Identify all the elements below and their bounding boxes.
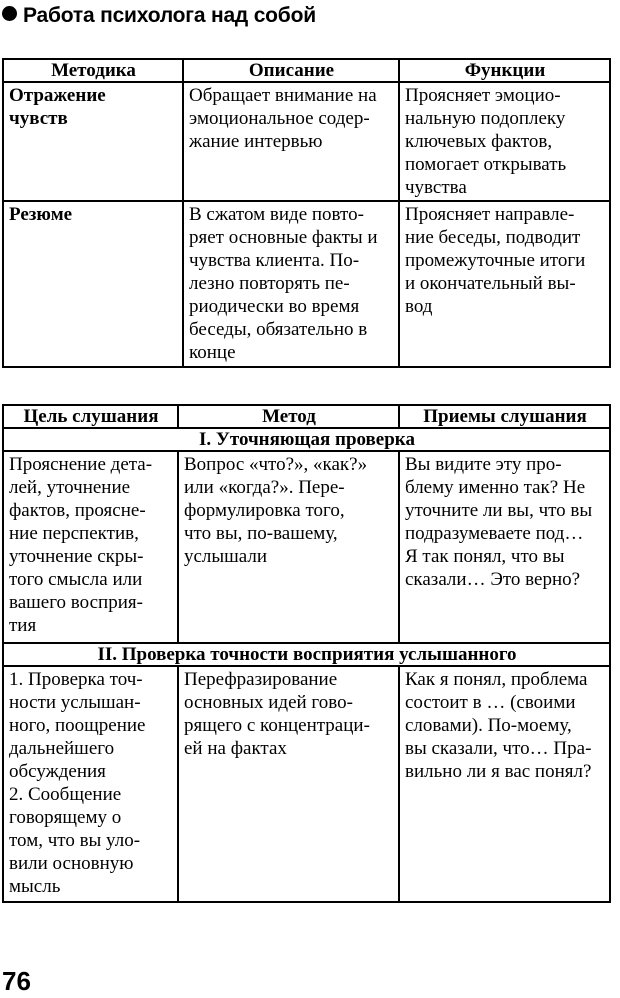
section-row: [3, 643, 610, 666]
column-header: Цель слушания: [3, 405, 178, 428]
section-title: I. Уточняющая проверка: [3, 428, 610, 451]
listening-method: Вопрос «что?», «как?» или «когда?». Пере- формулировка того, что вы, по-вашему, услышали: [178, 451, 399, 643]
listening-goal: Прояснение дета- лей, уточнение фактов, проясне- ние перспектив, уточнение скры- того смысла или вашего восприя- тия: [3, 451, 178, 643]
table-row: [3, 201, 610, 367]
table-row: [3, 451, 610, 643]
page-header: [2, 2, 316, 30]
column-header: Метод: [178, 405, 399, 428]
technique-description: Обращает внимание на эмоциональное содер- жание интервью: [183, 82, 399, 201]
listening-goal: 1. Проверка точ- ности услышан- ного, поощрение дальнейшего обсуждения 2. Сообщение говорящему о том, что вы уло- вили основную мысль: [3, 666, 178, 902]
technique-functions: Проясняет направле- ние беседы, подводит промежуточные итоги и окончательный вы- вод: [399, 201, 610, 367]
column-header: Описание: [183, 59, 399, 82]
table-header-row: [3, 59, 610, 82]
listening-table: [2, 404, 611, 903]
column-header: Функции: [399, 59, 610, 82]
technique-name: Резюме: [3, 201, 183, 367]
technique-functions: Проясняет эмоцио- нальную подоплеку ключевых фактов, помогает открывать чувства: [399, 82, 610, 201]
table-header-row: [3, 405, 610, 428]
technique-description: В сжатом виде повто- ряет основные факты и чувства клиента. По- лезно повторять пе- риодически во время беседы, обязательно в конце: [183, 201, 399, 367]
listening-techniques: Как я понял, проблема состоит в … (своими словами). По-моему, вы сказали, что… Пра- вильно ли я вас понял?: [399, 666, 610, 902]
section-title: II. Проверка точности восприятия услышанного: [3, 643, 610, 666]
table-row: [3, 82, 610, 201]
listening-method: Перефразирование основных идей гово- рящего с концентраци- ей на фактах: [178, 666, 399, 902]
listening-techniques: Вы видите эту про- блему именно так? Не уточните ли вы, что вы подразумеваете под… Я так понял, что вы сказали… Это верно?: [399, 451, 610, 643]
bullet-icon: [2, 6, 17, 21]
header-title: Работа психолога над собой: [23, 4, 316, 27]
technique-name: Отражение чувств: [3, 82, 183, 201]
page-number: 76: [2, 966, 31, 996]
techniques-table: [2, 58, 611, 368]
column-header: Методика: [3, 59, 183, 82]
table-row: [3, 666, 610, 902]
column-header: Приемы слушания: [399, 405, 610, 428]
section-row: [3, 428, 610, 451]
